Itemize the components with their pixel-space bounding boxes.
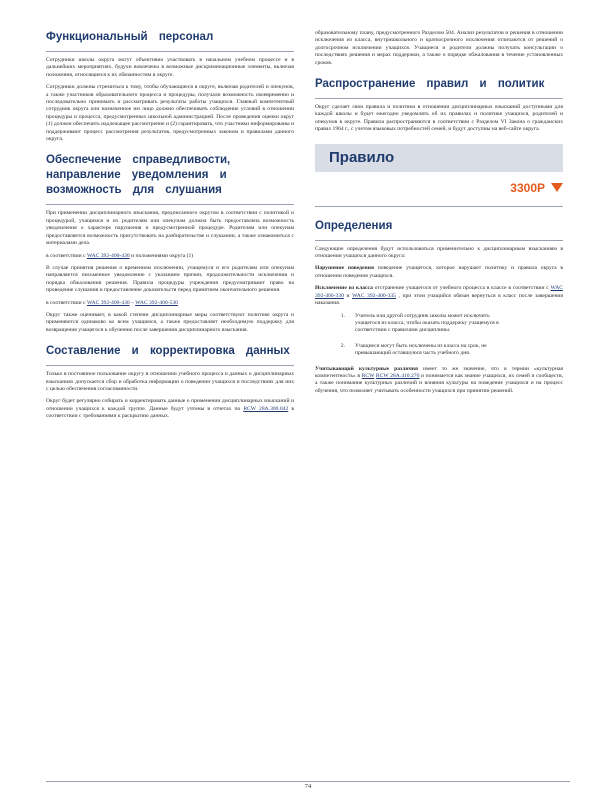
rule-number: 3300P <box>510 180 545 195</box>
paragraph-text: Округ будет регулярно собирать и корректировать данные о применении дисциплинарных взысканий и отношении учащихся к каждой группе. Данные будут учтены в отчетах по <box>46 398 294 412</box>
rcw-link[interactable]: RCW 28A.300.042 <box>243 405 289 412</box>
section-heading: Функциональный персонал <box>46 30 294 52</box>
list-text: Учащиеся могут быть исключены из класса на срок, не превышающий оставшуюся часть учебного дня. <box>355 342 487 357</box>
section-heading: Распространение правил и политик <box>315 77 563 99</box>
rcw-link[interactable]: RCW <box>361 372 375 379</box>
paragraph <box>46 398 294 420</box>
list-item <box>315 313 563 335</box>
definition-text: и <box>346 292 350 299</box>
reference-suffix: и положениями округа (1) <box>131 252 194 259</box>
paragraph: Сотрудники школы округа могут объективно участвовать в начальном учебном процессе и в дальнейших мероприятиях, будучи вовлечены в возможные дискриминационные элементы, включая положения, относящиеся к их обязанностям в округе. <box>46 57 294 78</box>
footer-divider <box>46 781 570 782</box>
section-functional-staff <box>46 30 294 143</box>
paragraph: Округ сделает свои правила и политики в отношении дисциплинарных взысканий доступными для каждой школы и будет ежегодно уведомлять об их правилах и политике учащихся, родителей и опекунов в округе. Правила распространяются в соответствии с Разделом VI Закона о гражданских правах 1964 г., с учетом языковых потребностей семей, и будут доступны на веб-сайте округа. <box>315 104 563 133</box>
rule-title: Правило <box>329 149 395 167</box>
rule-banner <box>315 144 563 207</box>
reference-prefix: в соответствии с <box>46 252 86 259</box>
right-column <box>315 30 563 405</box>
wac-link[interactable]: WAC 392-400-430 <box>86 299 130 306</box>
definition-term: Нарушение поведения <box>315 265 374 272</box>
definition-text: поведение учащегося, которое нарушает политику и правила округа в отношении поведения учащихся. <box>315 265 563 279</box>
paragraph: образовательному плану, предусмотренного Разделом 504. Анализ результатов и решения в отношении исключения из класса, внутришкольного и краткосрочного исключения отличаются от решений о долгосрочном исключении учащихся. Учащиеся и родители должны получать консультации о последствиях решения и мерах поддержки, а также о порядке обжалования в течение установленных сроков. <box>315 30 563 66</box>
triangle-down-icon <box>551 183 563 192</box>
reference-line <box>46 300 294 307</box>
section-fairness-notice-hearing <box>46 153 294 334</box>
wac-link[interactable]: WAC 392-400-335 <box>352 292 396 299</box>
reference-prefix: в соответствии с <box>46 299 86 306</box>
numbered-list <box>315 313 563 358</box>
list-number: 1. <box>340 312 345 319</box>
list-item <box>315 343 563 358</box>
section-heading: Обеспечение справедливости, направление уведомления и возможность для слушания <box>46 153 294 205</box>
definition <box>315 265 563 280</box>
paragraph: Следующие определения будут использоваться применительно к дисциплинарным взысканиям в отношении учащихся данного округа: <box>315 245 563 260</box>
section-definitions <box>315 219 563 396</box>
definition <box>315 366 563 396</box>
definition-term: Учитывающий культурные различия <box>315 365 419 372</box>
paragraph: При применении дисциплинарного взыскания, предписанного округом в соответствии с политикой и процедурой, учащимся и их родителям или опекунам должна быть предоставлена возможность уведомления о характере нарушения и предусмотренной процедуре. Родителям или опекунам предоставляется возможность присутствовать на разбирательстве и слушании, а также ознакомиться с материалами дела. <box>46 210 294 247</box>
definition-text: , при этом учащийся обязан вернуться в класс после завершения наказания. <box>315 292 564 307</box>
paragraph: Только в постоянное пользование округу в отношении учебного процесса и данных о дисциплинарных взысканиях допускается сбор и обработка информации о поведении учащихся и последствиях для них с целью обеспечения согласованности. <box>46 371 294 392</box>
definition <box>315 285 563 307</box>
wac-link[interactable]: WAC 392-400-530 <box>135 299 178 306</box>
definition-text: и понимается как знание учащихся, их семей и сообществ, а также понимание культурных различий и влияния культуры на поведение учащихся и на процесс обучения, что позволяет учитывать особенности учащихся при принятии решений. <box>315 372 563 394</box>
section-data-compilation <box>46 344 294 420</box>
paragraph: Сотрудники должны стремиться к тому, чтобы обучающиеся в округе, включая родителей и опекунов, а также участников образовательного процесса и процедуры, получали возможность своевременно и последовательно принимать и рассматривать результаты работы учащихся. Главный компетентный сотрудник округа или назначенное им лицо должно обеспечивать соблюдение условий в отношении процедуры и процесса, предусмотренных школьной администрацией. После проведения оценки округ (1) должен обеспечить надлежащее рассмотрение и (2) гарантировать, что участники информированы и поддерживают процесс рассмотрения результатов, предусмотренных законом и правилами данного округа. <box>46 84 294 143</box>
left-column <box>46 30 294 431</box>
paragraph: В случае принятия решения о временном исключении, учащемуся и его родителям или опекунам направляется письменное уведомление с указанием причин, продолжительности исключения и порядка обжалования решения. Правила процедуры учреждения предусматривают право на проведение слушания и предоставление доказательств перед принятием окончательного решения. <box>46 264 294 294</box>
section-distribution <box>315 77 563 134</box>
list-text: Учитель или другой сотрудник школы может исключить учащегося из класса, чтобы оказать поддержку учащемуся в соответствии с правилами дисциплины. <box>355 312 499 334</box>
paragraph-text: в соответствии с требованиями к раскрытию данных. <box>46 405 294 420</box>
definition-text: имеет то же значение, что и термин «культурная компетентность» в <box>315 365 564 379</box>
divider <box>315 206 563 207</box>
reference-line <box>46 253 294 260</box>
section-heading: Составление и корректировка данных <box>46 344 294 366</box>
wac-link[interactable]: WAC 392-400-330 <box>315 285 563 299</box>
definition-text: отстранение учащегося от учебного процесса в классе в соответствии с <box>374 285 549 292</box>
paragraph: Округ также оценивает, в какой степени дисциплинарные меры соответствуют политике округа и применяются одинаково ко всем учащимся, а также предоставляет необходимую поддержку для возвращения учащегося к обучению после завершения дисциплинарного взыскания. <box>46 311 294 333</box>
wac-link[interactable]: WAC 392-400-430 <box>86 252 130 259</box>
reference-separator: – <box>131 299 134 306</box>
rule-number-row <box>315 180 563 196</box>
section-heading: Определения <box>315 219 563 241</box>
page-number: 74 <box>304 783 312 790</box>
definition-term: Исключение из класса <box>315 285 373 292</box>
rule-band <box>315 144 563 172</box>
list-number: 2. <box>340 342 345 349</box>
rcw-link[interactable]: RCW 28A.410.270 <box>375 372 420 379</box>
